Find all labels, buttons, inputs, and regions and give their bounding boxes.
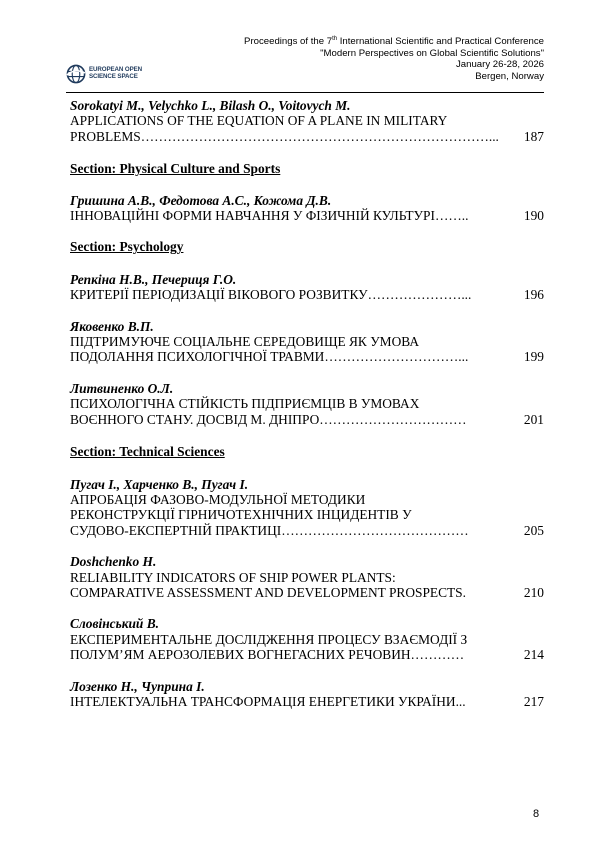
toc-entry [70,193,544,224]
toc-entry [70,616,544,662]
entry-authors: Гришина А.В., Федотова А.С., Кожома Д.В. [70,192,332,208]
entry-page-number: 217 [523,693,544,709]
entry-page-number: 210 [523,584,544,600]
entry-title-text: КРИТЕРІЇ ПЕРІОДИЗАЦІЇ ВІКОВОГО РОЗВИТКУ…………………... [70,287,472,303]
entry-title-last-line[interactable] [70,523,544,538]
entry-title-line: ПСИХОЛОГІЧНА СТІЙКІСТЬ ПІДПРИЄМЦІВ В УМОВАХ [70,396,420,412]
globe-logo-icon [66,64,86,84]
entry-page-number: 199 [523,349,544,365]
entry-page-number: 187 [523,128,544,144]
entry-page-number: 214 [523,647,544,663]
toc-entry [70,381,544,427]
entry-page-number: 201 [523,411,544,427]
entry-page-number: 196 [523,287,544,303]
section-heading: Section: Physical Culture and Sports [70,161,281,177]
entry-title-text: ПОДОЛАННЯ ПСИХОЛОГІЧНОЇ ТРАВМИ…………………………... [70,349,469,365]
entry-title-line: ПІДТРИМУЮЧЕ СОЦІАЛЬНЕ СЕРЕДОВИЩЕ ЯК УМОВА [70,334,420,350]
entry-title-text: ІНТЕЛЕКТУАЛЬНА ТРАНСФОРМАЦІЯ ЕНЕРГЕТИКИ УКРАЇНИ... [70,693,466,709]
entry-authors: Doshchenko H. [70,554,157,570]
section-heading: Section: Technical Sciences [70,444,225,460]
page-number: 8 [533,808,540,820]
entry-authors: Пугач І., Харченко В., Пугач І. [70,476,249,492]
entry-authors: Репкіна Н.В., Печериця Г.О. [70,271,237,287]
entry-title-line: RELIABILITY INDICATORS OF SHIP POWER PLANTS: [70,569,396,585]
entry-title-last-line[interactable] [70,129,544,144]
entry-title-text: ВОЄННОГО СТАНУ. ДОСВІД М. ДНІПРО…………………………… [70,411,467,427]
entry-page-number: 190 [523,208,544,224]
entry-title-text: PROBLEMS……………………………………………………………………... [70,128,499,144]
entry-title-last-line[interactable] [70,412,544,427]
toc-entry [70,319,544,365]
toc-entry [70,477,544,539]
entry-authors: Словінський В. [70,616,160,632]
entry-title-line: АПРОБАЦІЯ ФАЗОВО-МОДУЛЬНОЇ МЕТОДИКИ [70,491,366,507]
entry-title-last-line[interactable] [70,349,544,364]
entry-title-line: ЕКСПЕРИМЕНТАЛЬНЕ ДОСЛІДЖЕННЯ ПРОЦЕСУ ВЗАЄМОДІЇ З [70,631,468,647]
conference-location: Bergen, Norway [475,70,544,82]
entry-authors: Sorokatyi M., Velychko L., Bilash O., Voitovych M. [70,98,351,113]
entry-title-line: РЕКОНСТРУКЦІЇ ГІРНИЧОТЕХНІЧНИХ ІНЦИДЕНТІВ У [70,507,412,523]
entry-title-last-line[interactable] [70,208,544,223]
conference-dates: January 26-28, 2026 [455,59,544,71]
toc-entry [70,554,544,600]
entry-title-last-line[interactable] [70,287,544,302]
entry-title-text: COMPARATIVE ASSESSMENT AND DEVELOPMENT PROSPECTS. [70,584,466,600]
entry-title-text: СУДОВО-ЕКСПЕРТНІЙ ПРАКТИЦІ…………………………………… [70,522,469,538]
conference-title-line: Proceedings of the 7th International Scientific and Practical Conference [244,35,544,47]
toc-entry [70,679,544,710]
logo-line-1: EUROPEAN OPEN [89,66,143,74]
entry-page-number: 205 [523,522,544,538]
entry-title-text: ІННОВАЦІЙНІ ФОРМИ НАВЧАННЯ У ФІЗИЧНІЙ КУЛЬТУРІ…….. [70,208,469,224]
toc-entry [70,98,544,144]
entry-title-last-line[interactable] [70,585,544,600]
entry-title-line: APPLICATIONS OF THE EQUATION OF A PLANE IN MILITARY [70,113,448,129]
page-header [66,30,544,93]
entry-title-last-line[interactable] [70,694,544,709]
conference-info [244,36,544,82]
entry-title-last-line[interactable] [70,647,544,662]
logo-line-2: SCIENCE SPACE [89,73,138,80]
entry-authors: Яковенко В.П. [70,318,154,334]
entry-authors: Лозенко Н., Чуприна І. [70,678,205,694]
table-of-contents [70,94,544,709]
logo [66,64,142,84]
section-heading: Section: Psychology [70,239,184,255]
logo-text [89,67,142,80]
entry-title-text: ПОЛУМ’ЯМ АЕРОЗОЛЕВИХ ВОГНЕГАСНИХ РЕЧОВИН………… [70,647,465,663]
entry-authors: Литвиненко О.Л. [70,380,174,396]
toc-entry [70,272,544,303]
conference-theme: "Modern Perspectives on Global Scientific Solutions" [320,47,544,59]
